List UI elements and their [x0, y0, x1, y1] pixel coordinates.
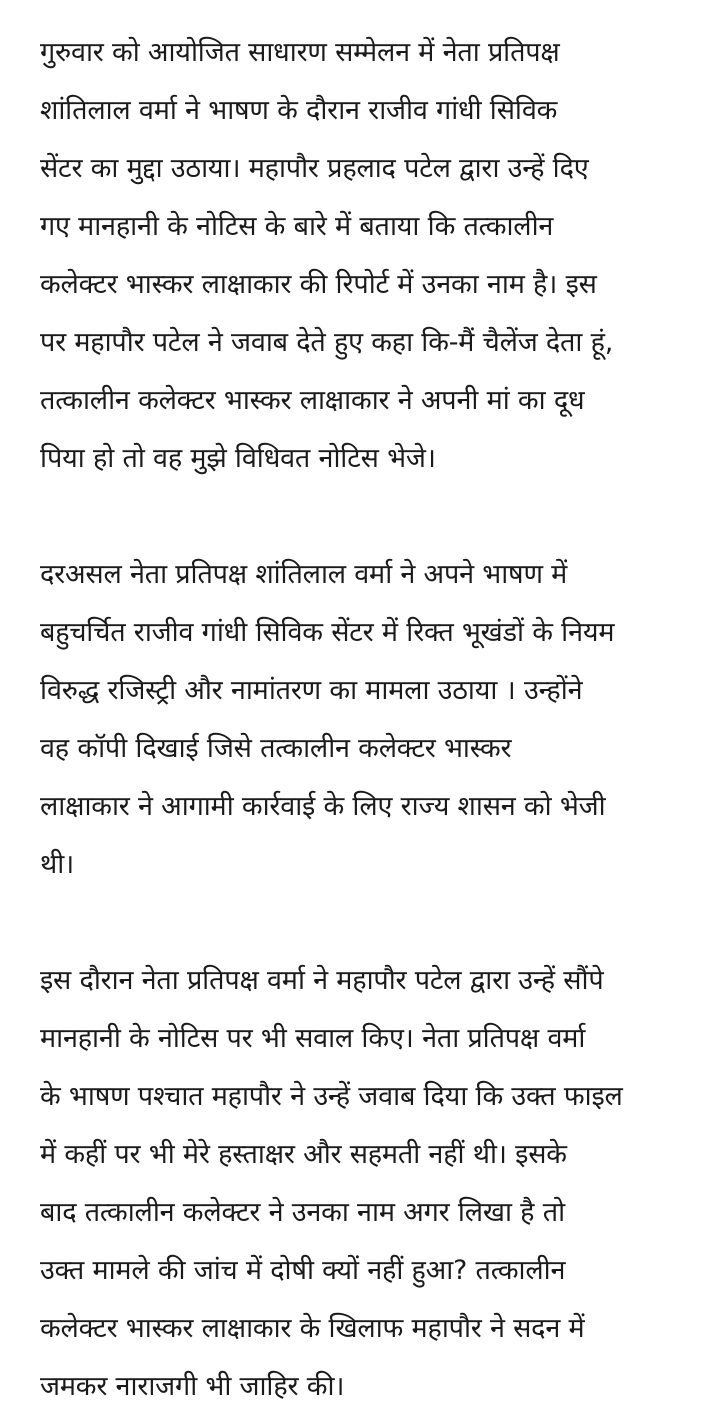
text-line: कलेक्टर भास्कर लाक्षाकार की रिपोर्ट में उनका नाम है। इस	[40, 269, 597, 300]
text-line: जमकर नाराजगी भी जाहिर की।	[40, 1371, 345, 1402]
text-line: गुरुवार को आयोजित साधारण सम्मेलन में नेता प्रतिपक्ष	[40, 37, 560, 68]
text-line: थी।	[40, 849, 75, 880]
text-line: इस दौरान नेता प्रतिपक्ष वर्मा ने महापौर पटेल द्वारा उन्हें सौंपे	[40, 965, 604, 996]
paragraph-3	[40, 952, 700, 1416]
text-line: वह कॉपी दिखाई जिसे तत्कालीन कलेक्टर भास्कर	[40, 733, 512, 764]
text-line: बाद तत्कालीन कलेक्टर ने उनका नाम अगर लिखा है तो	[40, 1197, 565, 1228]
text-line: लाक्षाकार ने आगामी कार्रवाई के लिए राज्य शासन को भेजी	[40, 791, 606, 822]
text-line: कलेक्टर भास्कर लाक्षाकार के खिलाफ महापौर ने सदन में	[40, 1313, 585, 1344]
text-line: पर महापौर पटेल ने जवाब देते हुए कहा कि-मैं चैलेंज देता हूं,	[40, 327, 614, 358]
text-line: बहुचर्चित राजीव गांधी सिविक सेंटर में रिक्त भूखंडों के नियम	[40, 617, 615, 648]
text-line: शांतिलाल वर्मा ने भाषण के दौरान राजीव गांधी सिविक	[40, 95, 558, 126]
paragraph-spacer	[40, 894, 700, 952]
text-line: दरअसल नेता प्रतिपक्ष शांतिलाल वर्मा ने अपने भाषण में	[40, 559, 568, 590]
text-line: पिया हो तो वह मुझे विधिवत नोटिस भेजे।	[40, 443, 436, 474]
text-line: उक्त मामले की जांच में दोषी क्यों नहीं हुआ? तत्कालीन	[40, 1255, 566, 1286]
text-line: गए मानहानी के नोटिस के बारे में बताया कि तत्कालीन	[40, 211, 554, 242]
article-body	[40, 24, 700, 1416]
text-line: विरुद्ध रजिस्ट्री और नामांतरण का मामला उठाया । उन्होंने	[40, 675, 583, 706]
paragraph-2	[40, 546, 700, 894]
paragraph-1	[40, 24, 700, 488]
text-line: सेंटर का मुद्दा उठाया। महापौर प्रहलाद पटेल द्वारा उन्हें दिए	[40, 153, 589, 184]
text-line: में कहीं पर भी मेरे हस्ताक्षर और सहमती नहीं थी। इसके	[40, 1139, 567, 1170]
text-line: के भाषण पश्चात महापौर ने उन्हें जवाब दिया कि उक्त फाइल	[40, 1081, 623, 1112]
paragraph-spacer	[40, 488, 700, 546]
text-line: मानहानी के नोटिस पर भी सवाल किए। नेता प्रतिपक्ष वर्मा	[40, 1023, 586, 1054]
text-line: तत्कालीन कलेक्टर भास्कर लाक्षाकार ने अपनी मां का दूध	[40, 385, 585, 416]
